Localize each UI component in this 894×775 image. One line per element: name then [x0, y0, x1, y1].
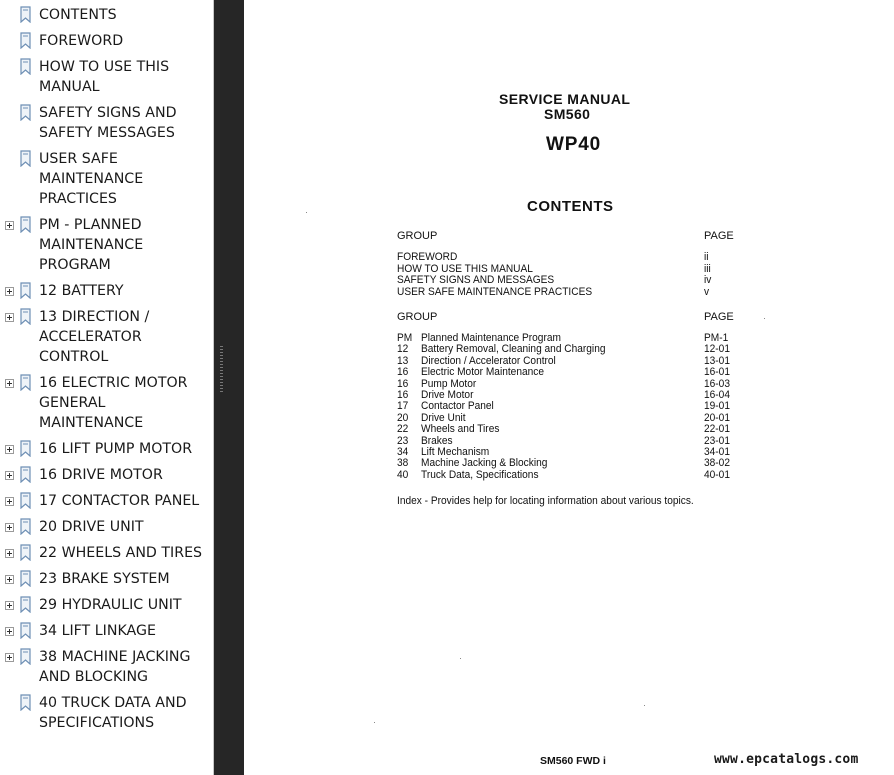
- group-number: 38: [397, 457, 409, 470]
- group-title[interactable]: Electric Motor Maintenance: [421, 366, 544, 379]
- group-number: 16: [397, 366, 409, 379]
- group-page: 40-01: [704, 468, 730, 481]
- bookmark-item[interactable]: [0, 5, 214, 25]
- group-title[interactable]: Truck Data, Specifications: [421, 468, 539, 481]
- bookmark-icon: [19, 648, 32, 665]
- group-page: 34-01: [704, 446, 730, 458]
- group-number: 16: [397, 377, 409, 390]
- scan-speck: [644, 705, 645, 706]
- groups-page-header: PAGE: [704, 311, 734, 323]
- panel-splitter[interactable]: [214, 0, 244, 775]
- manual-code: SM560: [544, 106, 591, 122]
- expand-plus-icon[interactable]: [5, 313, 14, 322]
- bookmark-item[interactable]: [0, 595, 214, 615]
- front-matter-title[interactable]: FOREWORD: [397, 251, 458, 263]
- bookmark-item[interactable]: [0, 465, 214, 485]
- group-title[interactable]: Battery Removal, Cleaning and Charging: [421, 343, 606, 356]
- group-page: 12-01: [704, 343, 730, 356]
- group-page: 22-01: [704, 423, 730, 436]
- bookmark-icon: [19, 32, 32, 49]
- group-number: 13: [397, 354, 409, 367]
- group-number: PM: [397, 332, 413, 344]
- front-matter-page: ii: [704, 251, 709, 263]
- group-number: 12: [397, 343, 409, 356]
- front-matter-title[interactable]: HOW TO USE THIS MANUAL: [397, 262, 533, 275]
- bookmark-item[interactable]: [0, 281, 214, 301]
- bookmark-icon: [19, 374, 32, 391]
- bookmark-item[interactable]: [0, 31, 214, 51]
- bookmark-label: 16 ELECTRIC MOTOR GENERAL MAINTENANCE: [39, 375, 188, 431]
- expand-plus-icon[interactable]: [5, 627, 14, 636]
- bookmark-item[interactable]: [0, 491, 214, 511]
- index-note: Index - Provides help for locating information about various topics.: [397, 495, 694, 507]
- group-title[interactable]: Planned Maintenance Program: [421, 332, 561, 344]
- scan-speck: [374, 722, 375, 723]
- front-page-header: PAGE: [704, 230, 734, 242]
- bookmark-item[interactable]: [0, 439, 214, 459]
- bookmark-icon: [19, 544, 32, 561]
- group-title[interactable]: Machine Jacking & Blocking: [421, 457, 548, 470]
- bookmarks-panel: [0, 0, 214, 775]
- expand-plus-icon[interactable]: [5, 445, 14, 454]
- expand-plus-icon[interactable]: [5, 523, 14, 532]
- expand-plus-icon[interactable]: [5, 653, 14, 662]
- expand-plus-icon[interactable]: [5, 575, 14, 584]
- bookmark-item[interactable]: [0, 647, 214, 687]
- bookmark-icon: [19, 58, 32, 75]
- bookmark-item[interactable]: [0, 517, 214, 537]
- group-page: 19-01: [704, 400, 730, 413]
- group-page: PM-1: [704, 332, 729, 344]
- bookmark-label: 29 HYDRAULIC UNIT: [39, 597, 182, 613]
- bookmark-item[interactable]: [0, 621, 214, 641]
- bookmark-item[interactable]: [0, 693, 214, 733]
- group-title[interactable]: Contactor Panel: [421, 400, 494, 413]
- group-title[interactable]: Drive Motor: [421, 389, 474, 401]
- bookmark-icon: [19, 492, 32, 509]
- bookmark-item[interactable]: [0, 215, 214, 275]
- front-matter-page: iii: [704, 262, 711, 275]
- bookmark-label: 17 CONTACTOR PANEL: [39, 493, 200, 509]
- group-number: 17: [397, 400, 409, 413]
- groups-group-header: GROUP: [397, 311, 438, 323]
- bookmark-item[interactable]: [0, 569, 214, 589]
- bookmark-label: PM - PLANNED MAINTENANCE PROGRAM: [39, 217, 144, 273]
- group-number: 22: [397, 423, 409, 436]
- scan-speck: [306, 212, 307, 213]
- bookmark-label: 12 BATTERY: [39, 283, 124, 299]
- bookmark-item[interactable]: [0, 543, 214, 563]
- group-page: 16-03: [704, 377, 730, 390]
- model-title: WP40: [546, 134, 601, 155]
- bookmark-label: HOW TO USE THIS MANUAL: [39, 59, 170, 95]
- scan-speck: [764, 318, 765, 319]
- bookmark-label: 16 DRIVE MOTOR: [39, 467, 163, 483]
- front-group-header: GROUP: [397, 230, 438, 242]
- bookmark-icon: [19, 570, 32, 587]
- bookmark-icon: [19, 104, 32, 121]
- splitter-grip[interactable]: [220, 346, 223, 394]
- group-page: 38-02: [704, 457, 730, 470]
- group-page: 16-01: [704, 366, 730, 379]
- bookmark-item[interactable]: [0, 57, 214, 97]
- bookmark-label: FOREWORD: [39, 33, 124, 49]
- bookmark-icon: [19, 150, 32, 167]
- bookmark-icon: [19, 622, 32, 639]
- watermark: www.epcatalogs.com: [714, 752, 859, 767]
- contents-heading: CONTENTS: [527, 198, 614, 215]
- group-number: 34: [397, 446, 409, 458]
- bookmark-icon: [19, 518, 32, 535]
- expand-plus-icon[interactable]: [5, 601, 14, 610]
- bookmark-item[interactable]: [0, 103, 214, 143]
- bookmark-label: USER SAFE MAINTENANCE PRACTICES: [39, 151, 144, 207]
- group-number: 40: [397, 468, 409, 481]
- bookmark-item[interactable]: [0, 307, 214, 367]
- expand-plus-icon[interactable]: [5, 471, 14, 480]
- expand-plus-icon[interactable]: [5, 221, 14, 230]
- group-page: 13-01: [704, 354, 730, 367]
- bookmark-label: 38 MACHINE JACKING AND BLOCKING: [39, 649, 191, 685]
- group-title[interactable]: Direction / Accelerator Control: [421, 354, 556, 367]
- bookmark-label: 23 BRAKE SYSTEM: [39, 571, 170, 587]
- group-page: 23-01: [704, 434, 730, 447]
- expand-plus-icon[interactable]: [5, 287, 14, 296]
- bookmark-icon: [19, 282, 32, 299]
- bookmark-icon: [19, 596, 32, 613]
- bookmark-icon: [19, 308, 32, 325]
- document-page: [244, 0, 894, 775]
- scan-speck: [460, 658, 461, 659]
- group-title[interactable]: Pump Motor: [421, 377, 477, 390]
- group-title[interactable]: Wheels and Tires: [421, 423, 500, 436]
- group-number: 23: [397, 434, 409, 447]
- bookmark-icon: [19, 6, 32, 23]
- bookmark-label: SAFETY SIGNS AND SAFETY MESSAGES: [39, 105, 177, 141]
- front-matter-page: v: [704, 285, 710, 298]
- bookmark-item[interactable]: [0, 149, 214, 209]
- group-title[interactable]: Brakes: [421, 434, 453, 447]
- group-title[interactable]: Drive Unit: [421, 411, 466, 424]
- bookmark-label: 34 LIFT LINKAGE: [39, 623, 156, 639]
- bookmark-label: 22 WHEELS AND TIRES: [39, 545, 203, 561]
- expand-plus-icon[interactable]: [5, 549, 14, 558]
- bookmark-list: [0, 5, 214, 739]
- group-page: 20-01: [704, 411, 730, 424]
- bookmark-label: 20 DRIVE UNIT: [39, 519, 144, 535]
- front-matter-title[interactable]: USER SAFE MAINTENANCE PRACTICES: [397, 285, 593, 298]
- bookmark-label: 13 DIRECTION / ACCELERATOR CONTROL: [39, 309, 150, 365]
- expand-plus-icon[interactable]: [5, 379, 14, 388]
- front-matter-page: iv: [704, 274, 712, 287]
- bookmark-item[interactable]: [0, 373, 214, 433]
- bookmark-label: 40 TRUCK DATA AND SPECIFICATIONS: [39, 695, 187, 731]
- front-matter-title[interactable]: SAFETY SIGNS AND MESSAGES: [397, 274, 555, 287]
- group-number: 20: [397, 411, 409, 424]
- page-footer: SM560 FWD i: [540, 755, 606, 767]
- manual-title: SERVICE MANUAL: [499, 91, 631, 107]
- group-page: 16-04: [704, 389, 730, 401]
- bookmark-icon: [19, 466, 32, 483]
- bookmark-icon: [19, 694, 32, 711]
- bookmark-label: CONTENTS: [39, 7, 117, 23]
- expand-plus-icon[interactable]: [5, 497, 14, 506]
- bookmark-label: 16 LIFT PUMP MOTOR: [39, 441, 193, 457]
- group-number: 16: [397, 389, 409, 401]
- bookmark-icon: [19, 440, 32, 457]
- group-title[interactable]: Lift Mechanism: [421, 446, 490, 458]
- bookmark-icon: [19, 216, 32, 233]
